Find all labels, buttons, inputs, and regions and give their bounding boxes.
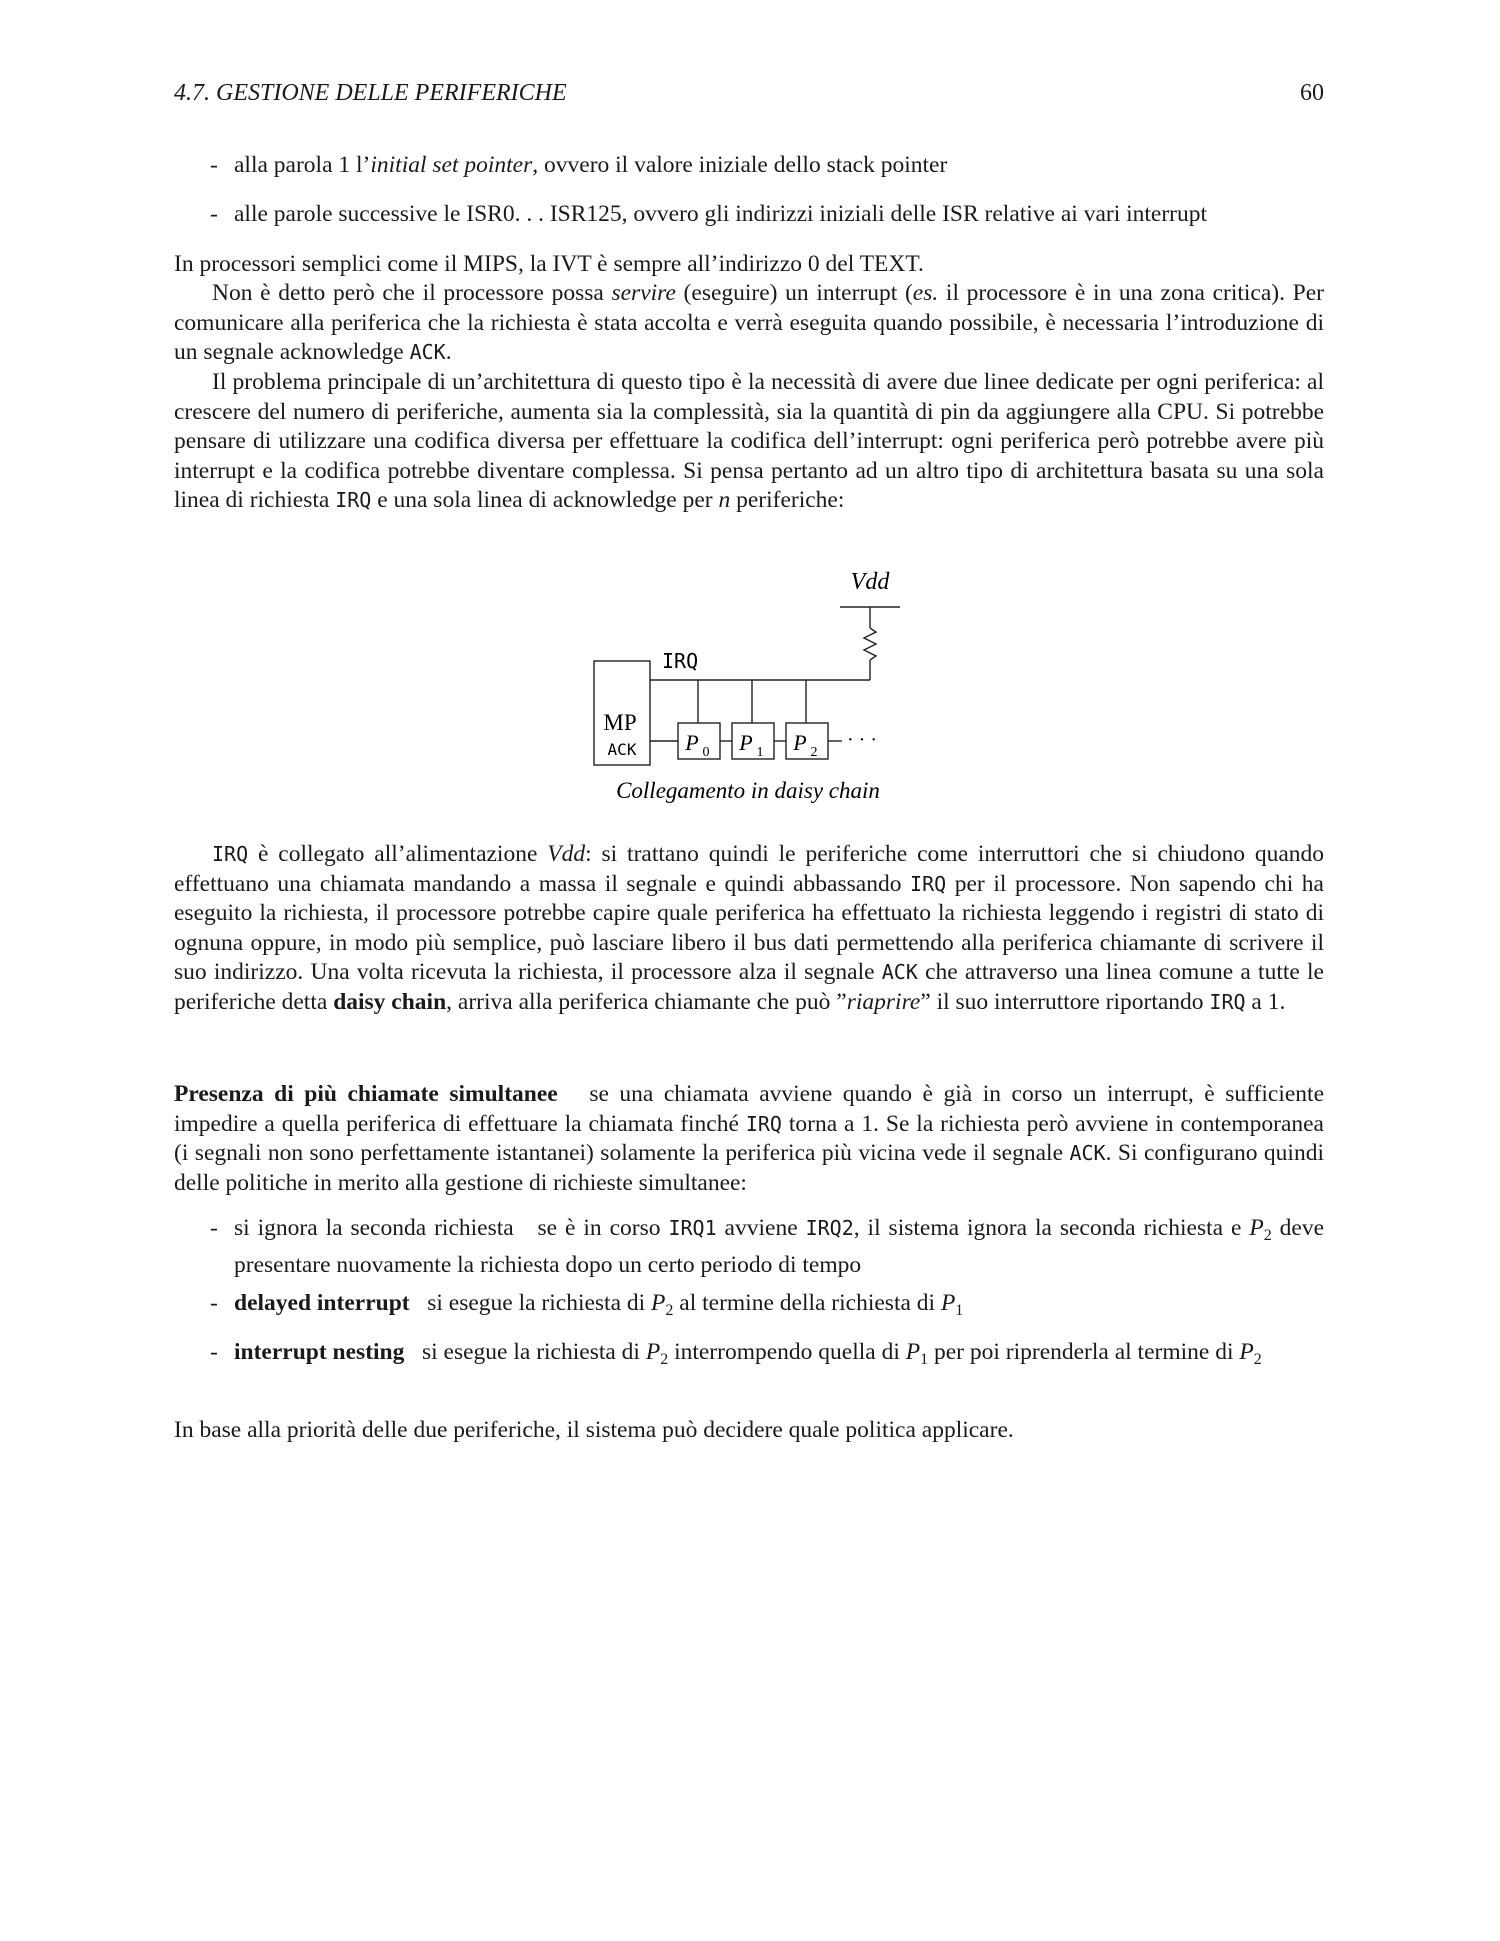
paragraph: Il problema principale di un’architettura di questo tipo è la necessità di avere due linee dedicate per ogni periferica: al crescere del numero di periferiche, aumenta sia la complessità, sia la quantità di pin da aggiungere alla CPU. Si potrebbe pensare di utilizzare una codifica diversa per effettuare la codifica dell’interrupt: ogni periferica però potrebbe avere più interrupt e la codifica potrebbe diventare complessa. Si pensa pertanto ad un altro tipo di architettura basata su una sola linea di richiesta IRQ e una sola linea di acknowledge per n periferiche: <box>174 369 1324 513</box>
list-item: - delayed interrupt si esegue la richiesta di $P_2$ al termine della richiesta di $P_1$ <box>210 1290 964 1319</box>
resistor-icon <box>864 628 876 660</box>
paragraph-heading: Presenza di più chiamate simultanee <box>174 1081 558 1107</box>
page-header <box>174 80 1324 114</box>
ack-label: ACK <box>607 740 637 759</box>
paragraph: IRQ è collegato all’alimentazione Vdd: si trattano quindi le periferiche come interruttori che si chiudono quando effettuano una chiamata mandando a massa il segnale e quindi abbassando IRQ per il processore. Non sapendo chi ha eseguito la richiesta, il processore potrebbe capire quale periferica ha effettuato la richiesta leggendo i registri di stato di ognuna oppure, in modo più semplice, può lasciare libero il bus dati permettendo alla periferica chiamante di scrivere il suo indirizzo. Una volta ricevuta la richiesta, il processore alza il segnale ACK che attraverso una linea comune a tutte le periferiche detta daisy chain, arriva alla periferica chiamante che può ”riaprire” il suo interruttore riportando IRQ a 1. <box>174 841 1325 1015</box>
paragraph: In base alla priorità delle due periferiche, il sistema può decidere quale politica applicare. <box>174 1417 1014 1443</box>
section-title: 4.7. GESTIONE DELLE PERIFERICHE <box>174 80 567 106</box>
figure-caption: Collegamento in daisy chain <box>616 778 880 803</box>
vdd-label: Vdd <box>850 569 890 595</box>
ellipsis: · · · <box>847 729 877 751</box>
svg-text:1: 1 <box>756 745 764 760</box>
page-number: 60 <box>1300 80 1324 106</box>
list-item: - interrupt nesting si esegue la richiesta di $P_2$ interrompendo quella di $P_1$ per poi riprenderla al termine di $P_2$ <box>210 1339 1262 1368</box>
svg-text:0: 0 <box>702 745 710 760</box>
paragraph: Presenza di più chiamate simultanee se una chiamata avviene quando è già in corso un interrupt, è sufficiente impedire a quella periferica di effettuare la chiamata finché IRQ torna a 1. Se la richiesta però avviene in contemporanea (i segnali non sono perfettamente istantanei) solamente la periferica più vicina vede il segnale ACK. Si configurano quindi delle politiche in merito alla gestione di richieste simultanee: <box>174 1081 1324 1196</box>
svg-text:P: P <box>793 730 807 755</box>
svg-text:P: P <box>739 730 753 755</box>
svg-text:2: 2 <box>810 745 818 760</box>
svg-text:P: P <box>685 730 699 755</box>
list-item: - alla parola 1 l’initial set pointer, ovvero il valore iniziale dello stack pointer <box>210 152 948 178</box>
daisy-chain-figure <box>580 565 920 810</box>
list-item: - alle parole successive le ISR0. . . ISR125, ovvero gli indirizzi iniziali delle ISR relative ai vari interrupt <box>210 201 1208 227</box>
list-item: - si ignora la seconda richiesta se è in corso IRQ1 avviene IRQ2, il sistema ignora la seconda richiesta e $P_2$ deve presentare nuovamente la richiesta dopo un certo periodo di tempo <box>210 1215 1325 1278</box>
paragraph: Non è detto però che il processore possa servire (eseguire) un interrupt (es. il processore è in una zona critica). Per comunicare alla periferica che la richiesta è stata accolta e verrà eseguita quando possibile, è necessaria l’introduzione di un segnale acknowledge ACK. <box>174 280 1324 365</box>
paragraph: In processori semplici come il MIPS, la IVT è sempre all’indirizzo 0 del TEXT. <box>174 251 924 277</box>
irq-label: IRQ <box>662 649 699 673</box>
mp-label: MP <box>603 710 637 735</box>
